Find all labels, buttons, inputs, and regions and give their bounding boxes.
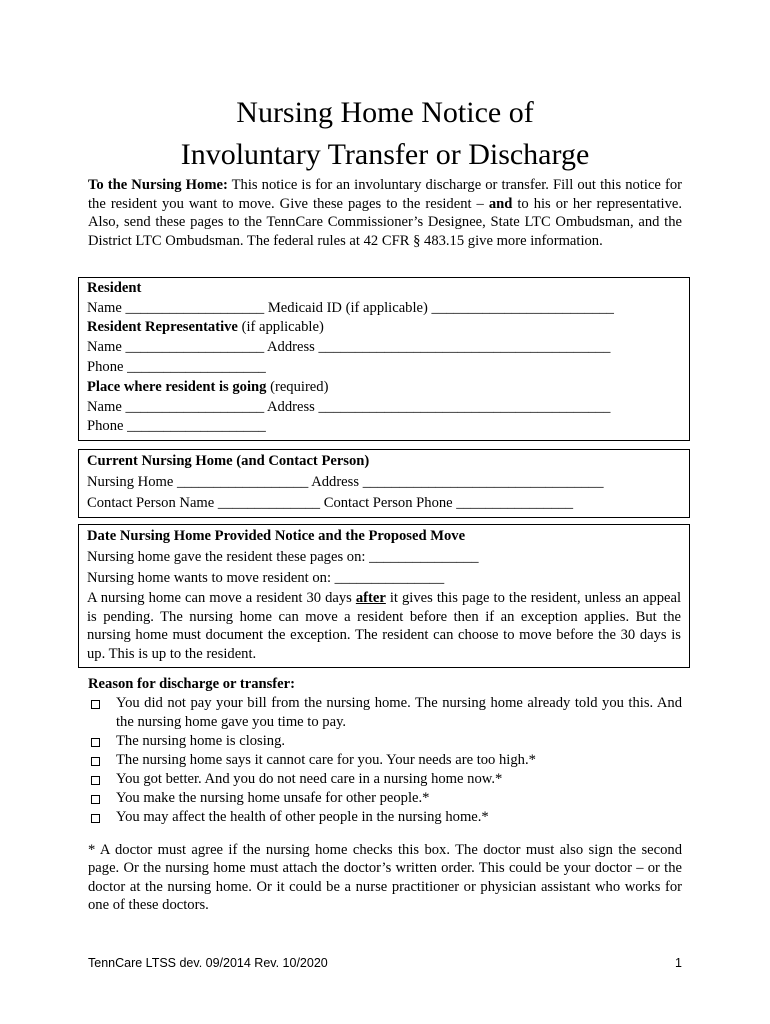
after-emphasis: after: [355, 590, 386, 607]
move-date-row: [87, 568, 681, 589]
notice-given-date-label: Nursing home gave the resident these pages on:: [87, 549, 370, 566]
document-title: [88, 0, 682, 176]
reason-item-needs-too-high: [88, 751, 682, 770]
representative-name-row: [87, 338, 681, 358]
reason-item-closing: [88, 732, 682, 751]
destination-phone-blank[interactable]: ___________________: [127, 418, 266, 435]
nursing-home-address-label: Address: [311, 474, 360, 491]
reason-item-health-of-others: [88, 808, 682, 827]
destination-qualifier: (required): [270, 378, 329, 395]
destination-heading-row: [87, 378, 681, 398]
contact-person-row: [87, 493, 681, 514]
reason-item-got-better: [88, 770, 682, 789]
checkbox-icon[interactable]: [91, 814, 100, 823]
intro-text-1: This notice is for an involuntary discharge or transfer. Fill out this notice for the resident you want to move. Give these pages to the resident –: [88, 177, 682, 212]
title-line-1: Nursing Home Notice of: [236, 96, 534, 129]
resident-name-label: Name: [87, 299, 122, 316]
current-nursing-home-box: [78, 449, 690, 518]
move-date-label: Nursing home wants to move resident on:: [87, 570, 335, 587]
checkbox-icon[interactable]: [91, 700, 100, 709]
reason-item-label: The nursing home says it cannot care for you. Your needs are too high.*: [116, 751, 536, 768]
move-rules-text-2: it gives this page to the resident, unless an appeal is pending. The nursing home can move a resident before then if an exception applies. But the nursing home must document the exception. The resident can choose to move before the 30 days is up. This is up to the resident.: [87, 590, 681, 662]
document-content: [88, 0, 682, 915]
page-footer: [88, 956, 682, 971]
resident-medicaid-label: Medicaid ID (if applicable): [267, 299, 428, 316]
reason-item-unsafe: [88, 789, 682, 808]
destination-name-row: [87, 398, 681, 418]
title-line-2: Involuntary Transfer or Discharge: [180, 138, 590, 171]
notice-given-date-row: [87, 547, 681, 568]
destination-phone-row: [87, 417, 681, 437]
resident-heading: Resident: [87, 279, 142, 296]
intro-and-emphasis: and: [488, 195, 513, 212]
representative-name-blank[interactable]: ___________________: [125, 339, 265, 356]
resident-box: [78, 277, 690, 441]
current-nursing-home-heading: Current Nursing Home (and Contact Person): [87, 453, 370, 470]
representative-heading: Resident Representative: [87, 319, 238, 336]
nursing-home-blank[interactable]: __________________: [177, 474, 309, 491]
reason-item-label: You got better. And you do not need care in a nursing home now.*: [116, 770, 503, 787]
resident-name-blank[interactable]: ___________________: [125, 299, 265, 316]
destination-phone-label: Phone: [87, 418, 124, 435]
reason-item-label: The nursing home is closing.: [116, 732, 286, 749]
intro-paragraph: [88, 176, 682, 251]
intro-lead: To the Nursing Home:: [88, 177, 228, 193]
reason-item-label: You may affect the health of other people in the nursing home.*: [116, 808, 489, 825]
page-number: 1: [675, 956, 682, 970]
reason-item-nonpayment: [88, 694, 682, 732]
resident-medicaid-blank[interactable]: _________________________: [431, 299, 614, 316]
contact-person-name-label: Contact Person Name: [87, 495, 218, 512]
notice-date-box: [78, 524, 690, 667]
move-rules-text-1: A nursing home can move a resident 30 days: [87, 590, 356, 607]
reason-item-label: You make the nursing home unsafe for other people.*: [116, 789, 430, 806]
footer-doc-id: TennCare LTSS dev. 09/2014 Rev. 10/2020: [88, 956, 328, 970]
representative-address-label: Address: [267, 339, 315, 356]
contact-person-phone-label: Contact Person Phone: [323, 495, 453, 512]
representative-phone-label: Phone: [87, 359, 124, 375]
move-rules-paragraph: [87, 589, 681, 663]
reasons-heading: Reason for discharge or transfer:: [88, 675, 295, 692]
checkbox-icon[interactable]: [91, 776, 100, 785]
checkbox-icon[interactable]: [91, 795, 100, 804]
checkbox-icon[interactable]: [91, 757, 100, 766]
representative-heading-row: [87, 318, 681, 338]
representative-phone-row: [87, 358, 681, 378]
contact-person-phone-blank[interactable]: ________________: [456, 495, 574, 512]
destination-address-label: Address: [267, 398, 315, 415]
representative-address-blank[interactable]: ________________________________________: [318, 339, 611, 356]
reason-item-label: You did not pay your bill from the nursing home. The nursing home already told you this. And the nursing home gave you time to pay.: [116, 694, 682, 730]
intro-text-2: to his or her representative. Also, send these pages to the TennCare Commissioner’s Designee, State LTC Ombudsman, and the District LTC Ombudsman. The federal rules at 42 CFR § 483.15 give more information.: [88, 195, 682, 250]
representative-qualifier: (if applicable): [241, 319, 324, 336]
nursing-home-address-blank[interactable]: _________________________________: [362, 474, 604, 491]
checkbox-icon[interactable]: [91, 738, 100, 747]
resident-name-row: [87, 299, 681, 319]
destination-name-label: Name: [87, 398, 122, 415]
notice-date-heading: Date Nursing Home Provided Notice and the Proposed Move: [87, 528, 466, 545]
representative-name-label: Name: [87, 339, 122, 356]
notice-given-date-blank[interactable]: _______________: [369, 549, 479, 566]
contact-person-name-blank[interactable]: ______________: [217, 495, 321, 512]
nursing-home-row: [87, 472, 681, 493]
move-date-blank[interactable]: _______________: [334, 570, 445, 587]
doctor-footnote: * A doctor must agree if the nursing home checks this box. The doctor must also sign the second page. Or the nursing home must attach the doctor’s written order. This could be your doctor – or the doctor at the nursing home. Or it could be a nurse practitioner or physician assistant who works for one of these doctors.: [88, 841, 682, 914]
destination-name-blank[interactable]: ___________________: [125, 398, 265, 415]
destination-heading: Place where resident is going: [87, 378, 267, 395]
representative-phone-blank[interactable]: ___________________: [127, 359, 266, 375]
reasons-list: [88, 694, 682, 827]
nursing-home-label: Nursing Home: [87, 474, 177, 491]
destination-address-blank[interactable]: ________________________________________: [318, 398, 611, 415]
